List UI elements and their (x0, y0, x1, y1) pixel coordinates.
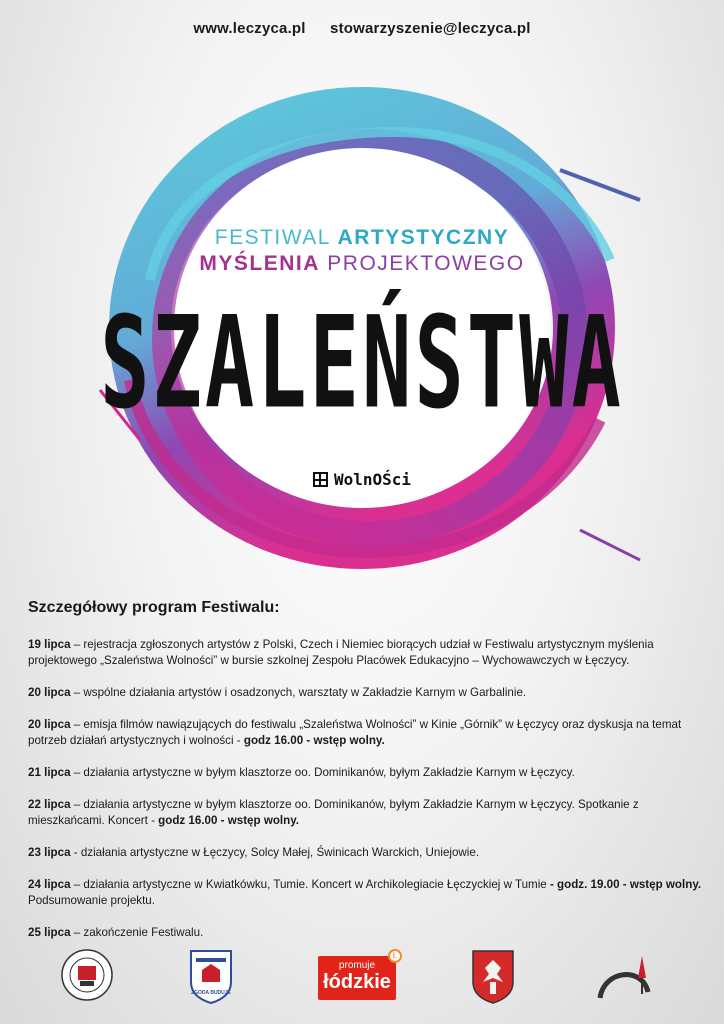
email-link[interactable]: stowarzyszenie@leczyca.pl (330, 20, 531, 37)
entry-date: 22 lipca (28, 798, 71, 811)
lodzkie-text: łódzkie (323, 971, 391, 993)
entry-tail: Podsumowanie projektu. (28, 894, 155, 907)
contact-bar (0, 20, 724, 37)
program-heading: Szczegółowy program Festiwalu: (28, 599, 280, 616)
entry-text: – rejestracja zgłoszonych artystów z Polski, Czech i Niemiec biorących udział w Festiwalu artystycznym myślenia projektowego „Szaleństwa Wolności” w bursie szkolnej Zespołu Placówek Edukacyjno – Wychowawczych w Łęczycy. (28, 638, 654, 667)
entry-date: 19 lipca (28, 638, 71, 651)
grid-icon (313, 472, 328, 487)
entry-date: 20 lipca (28, 718, 71, 731)
entry-text: – zakończenie Festiwalu. (70, 926, 204, 939)
entry-text: – działania artystyczne w byłym klasztorze oo. Dominikanów, byłym Zakładzie Karnym w Łęczycy. Spotkanie z mieszkańcami. Koncert - (28, 798, 639, 827)
festival-program (28, 600, 708, 957)
promuje-lodzkie-logo (318, 951, 398, 1000)
promuje-badge: Ł (388, 949, 402, 963)
entry-date: 20 lipca (28, 686, 71, 699)
coat-of-arms-logo (470, 948, 516, 1004)
projektowego-word: PROJEKTOWEGO (327, 252, 525, 275)
festival-title-line1 (0, 226, 724, 250)
subtitle-text: WolnOŚci (333, 470, 412, 489)
entry-time: - godz. 19.00 - wstęp wolny. (549, 878, 702, 891)
program-entry (28, 797, 708, 829)
program-entry (28, 877, 708, 909)
festival-word: FESTIWAL (214, 226, 331, 249)
entry-date: 24 lipca (28, 878, 71, 891)
entry-text: – emisja filmów nawiązujących do festiwalu „Szaleństwa Wolności” w Kinie „Górnik” w Łęczycy oraz dyskusja na temat potrzeb działań artystycznych i wolności - (28, 718, 682, 747)
artystyczny-word: ARTYSTYCZNY (337, 226, 510, 249)
program-entry (28, 765, 708, 781)
subtitle-wolnosci (0, 470, 724, 489)
entry-time: godz 16.00 - wstęp wolny. (243, 734, 385, 747)
arch-logo (594, 948, 654, 1004)
festival-title-line2 (0, 252, 724, 276)
zgoda-buduje-logo (188, 948, 234, 1004)
entry-date: 25 lipca (28, 926, 71, 939)
program-entry (28, 925, 708, 941)
program-entry (28, 685, 708, 701)
program-entry (28, 717, 708, 749)
entry-text: – działania artystyczne w Kwiatkówku, Tumie. Koncert w Archikolegiacie Łęczyckiej w Tumie (70, 878, 550, 891)
sponsor-logos (0, 948, 724, 1012)
entry-text: – wspólne działania artystów i osadzonych, warsztaty w Zakładzie Karnym w Garbalinie. (70, 686, 527, 699)
entry-date: 21 lipca (28, 766, 71, 779)
entry-text: – działania artystyczne w byłym klasztorze oo. Dominikanów, byłym Zakładzie Karnym w Łęczycy. (70, 766, 575, 779)
myslenia-word: MYŚLENIA (199, 252, 320, 275)
main-title: SZALEŃSTWA (100, 290, 624, 438)
program-entry (28, 845, 708, 861)
stowarzyszenie-seal-logo (60, 948, 114, 1002)
entry-date: 23 lipca (28, 846, 71, 859)
entry-text: - działania artystyczne w Łęczycy, Solcy Małej, Świnicach Warckich, Uniejowie. (70, 846, 480, 859)
entry-time: godz 16.00 - wstęp wolny. (158, 814, 300, 827)
program-entry (28, 637, 708, 669)
promuje-text: promuje (338, 960, 376, 971)
zgoda-label: ZGODA BUDUJE (191, 990, 231, 996)
website-link[interactable]: www.leczyca.pl (193, 20, 306, 37)
